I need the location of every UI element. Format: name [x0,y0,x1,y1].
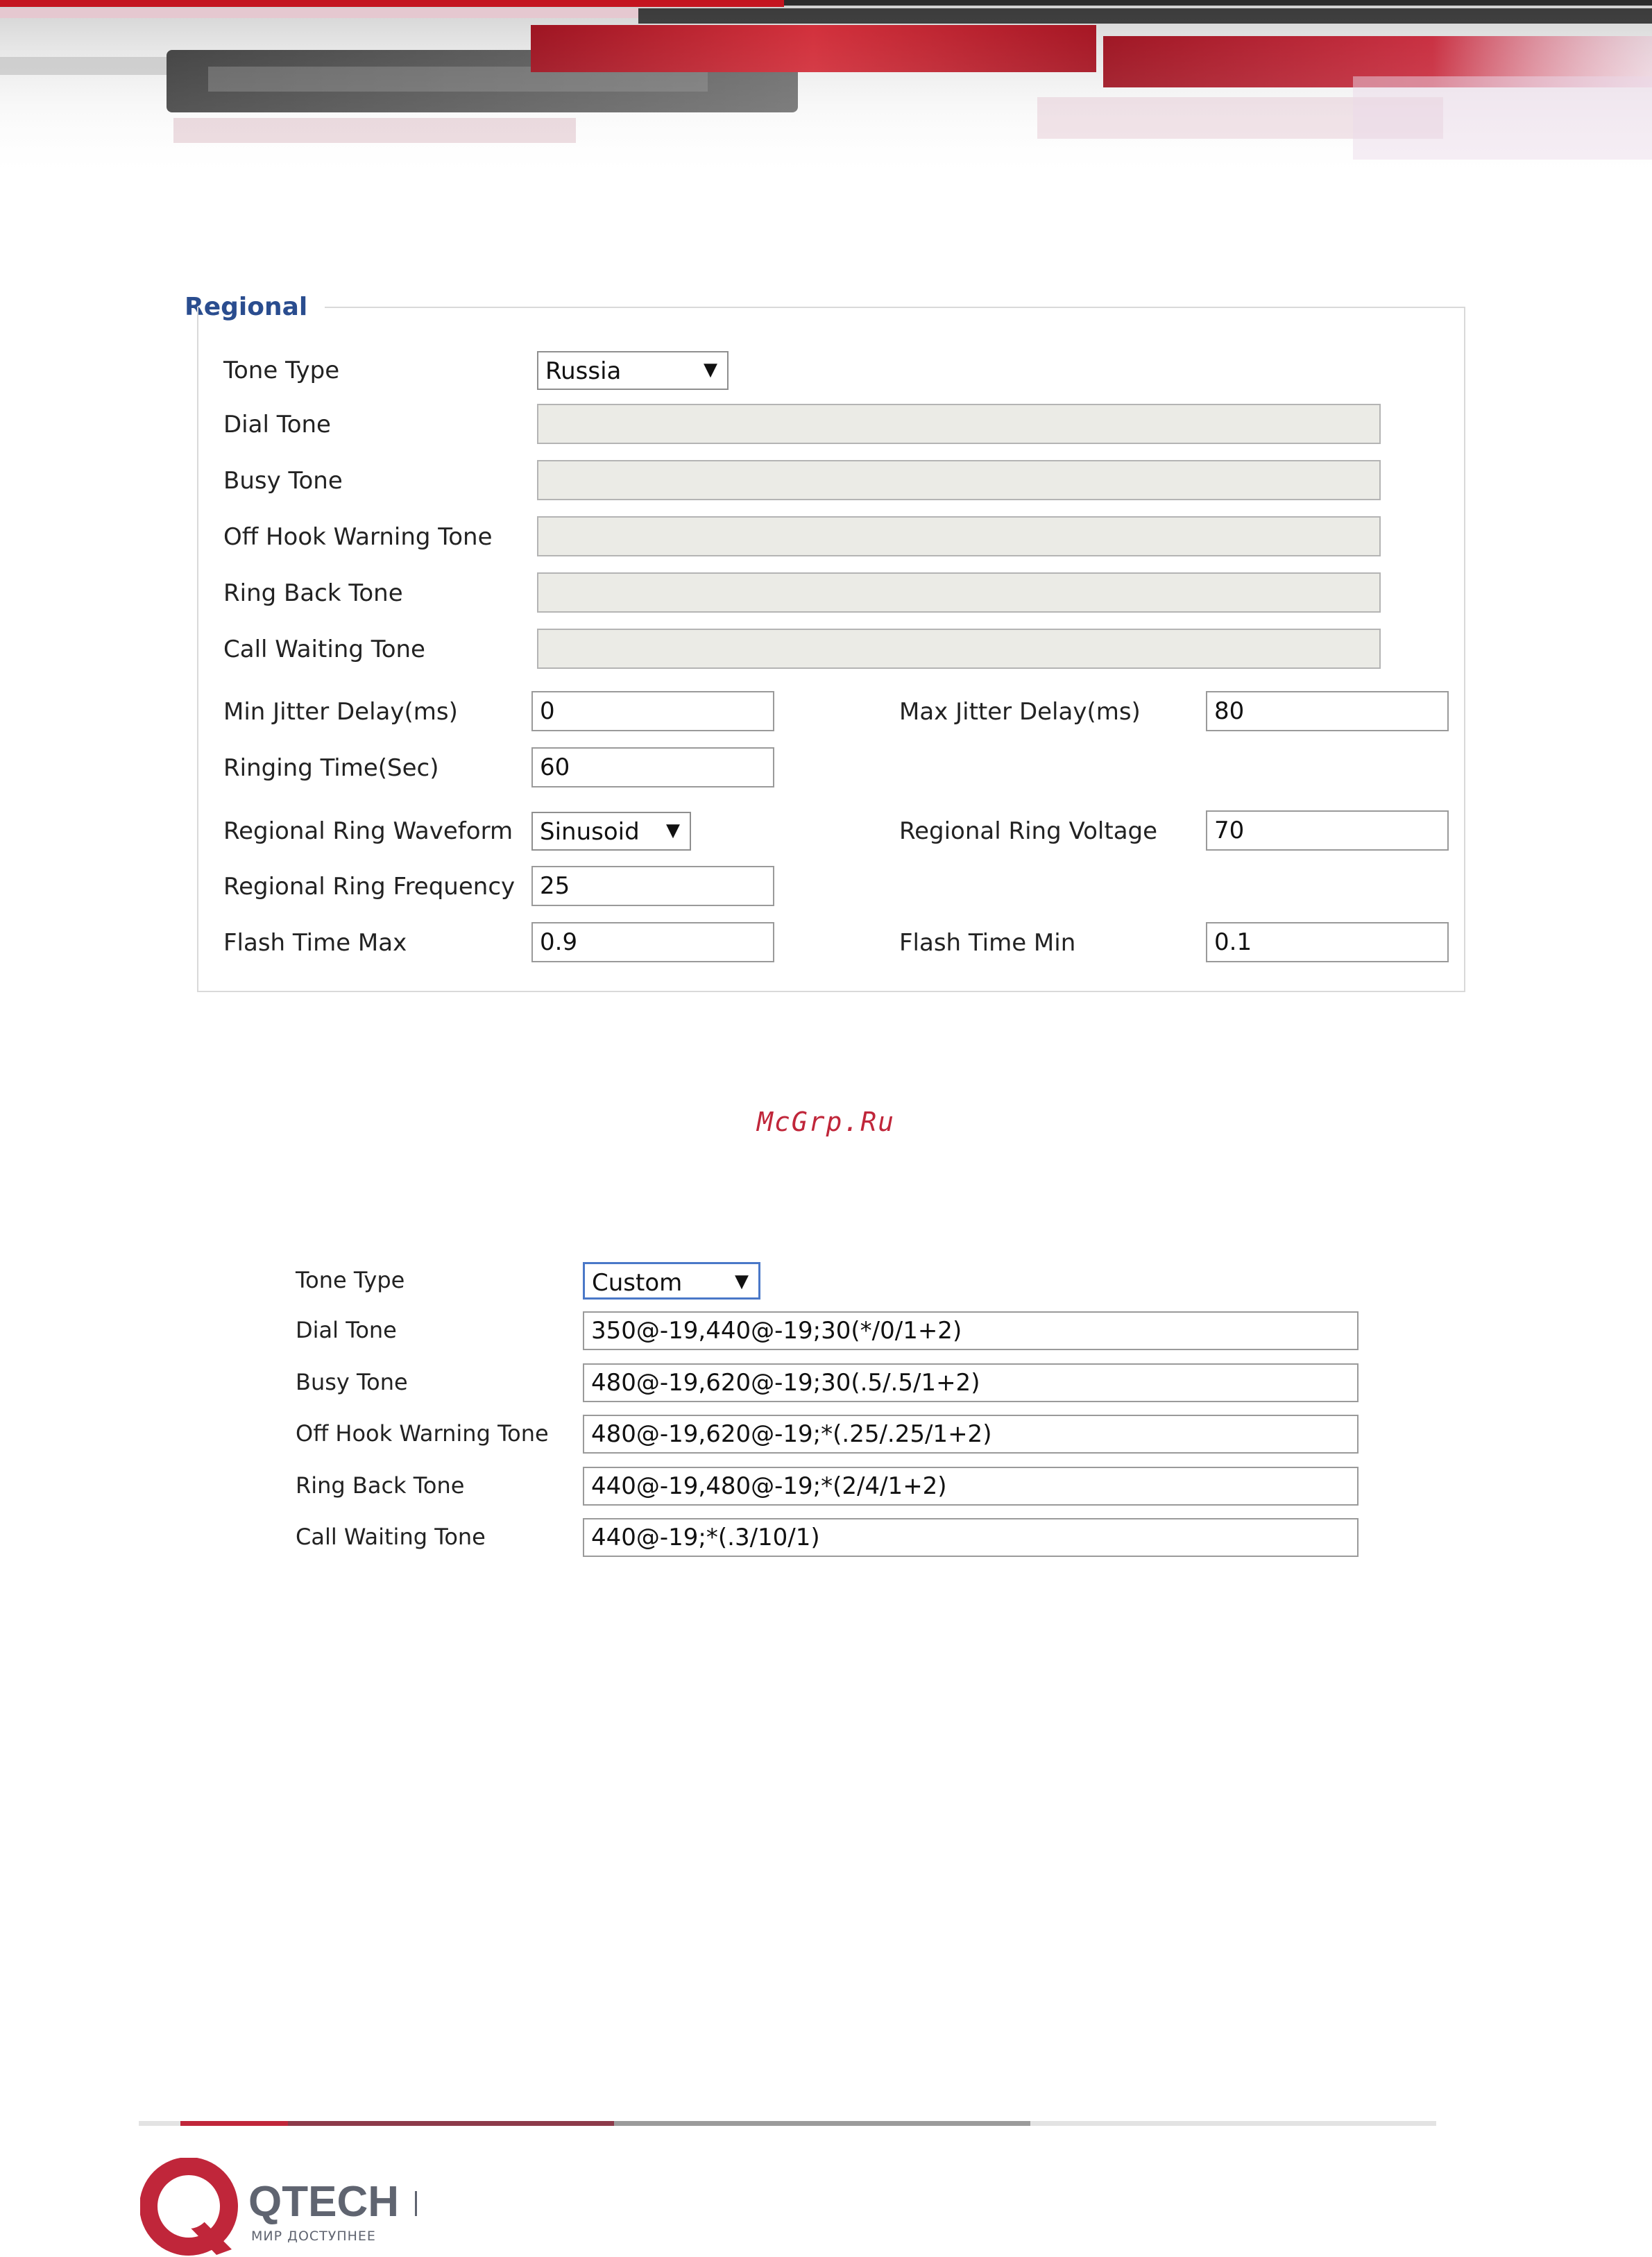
banner-fade [0,0,1652,278]
off-hook-warning-tone-label: Off Hook Warning Tone [223,523,493,551]
brand-separator [415,2191,417,2216]
regional-ring-frequency-label: Regional Ring Frequency [223,873,516,901]
min-jitter-delay-label: Min Jitter Delay(ms) [223,698,458,726]
flash-time-min-input[interactable]: 0.1 [1206,922,1449,962]
watermark-text: McGrp.Ru [756,1107,896,1137]
custom-tone-type-value: Custom [592,1269,683,1297]
dial-tone-label: Dial Tone [223,411,331,438]
qtech-logo-icon [140,2158,241,2257]
custom-ring-back-tone-label: Ring Back Tone [296,1472,465,1499]
custom-tone-type-label: Tone Type [296,1267,405,1293]
custom-call-waiting-tone-input[interactable]: 440@-19;*(.3/10/1) [583,1518,1359,1557]
footer-divider [139,2119,1436,2127]
custom-busy-tone-label: Busy Tone [296,1369,408,1395]
brand-name: QTECH [248,2178,399,2226]
custom-busy-tone-input[interactable]: 480@-19,620@-19;30(.5/.5/1+2) [583,1363,1359,1402]
ring-back-tone-label: Ring Back Tone [223,579,403,607]
custom-off-hook-warning-tone-label: Off Hook Warning Tone [296,1420,549,1447]
brand-tagline: МИР ДОСТУПНЕЕ [251,2229,376,2244]
dial-tone-input[interactable] [537,404,1381,444]
custom-tone-type-select[interactable] [583,1262,760,1300]
custom-dial-tone-input[interactable]: 350@-19,440@-19;30(*/0/1+2) [583,1311,1359,1350]
custom-dial-tone-label: Dial Tone [296,1317,397,1343]
chevron-down-icon: ▼ [735,1271,749,1292]
header-banner [0,0,1652,278]
regional-ring-waveform-label: Regional Ring Waveform [223,817,513,845]
chevron-down-icon: ▼ [666,820,680,841]
flash-time-min-label: Flash Time Min [899,929,1076,957]
ringing-time-input[interactable]: 60 [531,747,774,787]
custom-call-waiting-tone-label: Call Waiting Tone [296,1524,486,1550]
off-hook-warning-tone-input[interactable] [537,516,1381,556]
regional-legend: Regional [185,293,308,321]
call-waiting-tone-input[interactable] [537,629,1381,669]
regional-ring-waveform-select[interactable] [531,812,691,851]
min-jitter-delay-input[interactable]: 0 [531,691,774,731]
tone-type-select[interactable] [537,351,729,390]
custom-off-hook-warning-tone-input[interactable]: 480@-19,620@-19;*(.25/.25/1+2) [583,1415,1359,1454]
flash-time-max-label: Flash Time Max [223,929,407,957]
busy-tone-label: Busy Tone [223,467,343,495]
tone-type-label: Tone Type [223,357,340,384]
regional-ring-voltage-label: Regional Ring Voltage [899,817,1158,845]
max-jitter-delay-label: Max Jitter Delay(ms) [899,698,1141,726]
call-waiting-tone-label: Call Waiting Tone [223,636,425,663]
regional-ring-frequency-input[interactable]: 25 [531,866,774,906]
custom-ring-back-tone-input[interactable]: 440@-19,480@-19;*(2/4/1+2) [583,1467,1359,1506]
flash-time-max-input[interactable]: 0.9 [531,922,774,962]
ringing-time-label: Ringing Time(Sec) [223,754,439,782]
max-jitter-delay-input[interactable]: 80 [1206,691,1449,731]
tone-type-value: Russia [545,357,622,385]
regional-ring-waveform-value: Sinusoid [540,818,640,846]
chevron-down-icon: ▼ [704,359,717,380]
ring-back-tone-input[interactable] [537,572,1381,613]
busy-tone-input[interactable] [537,460,1381,500]
regional-ring-voltage-input[interactable]: 70 [1206,810,1449,851]
